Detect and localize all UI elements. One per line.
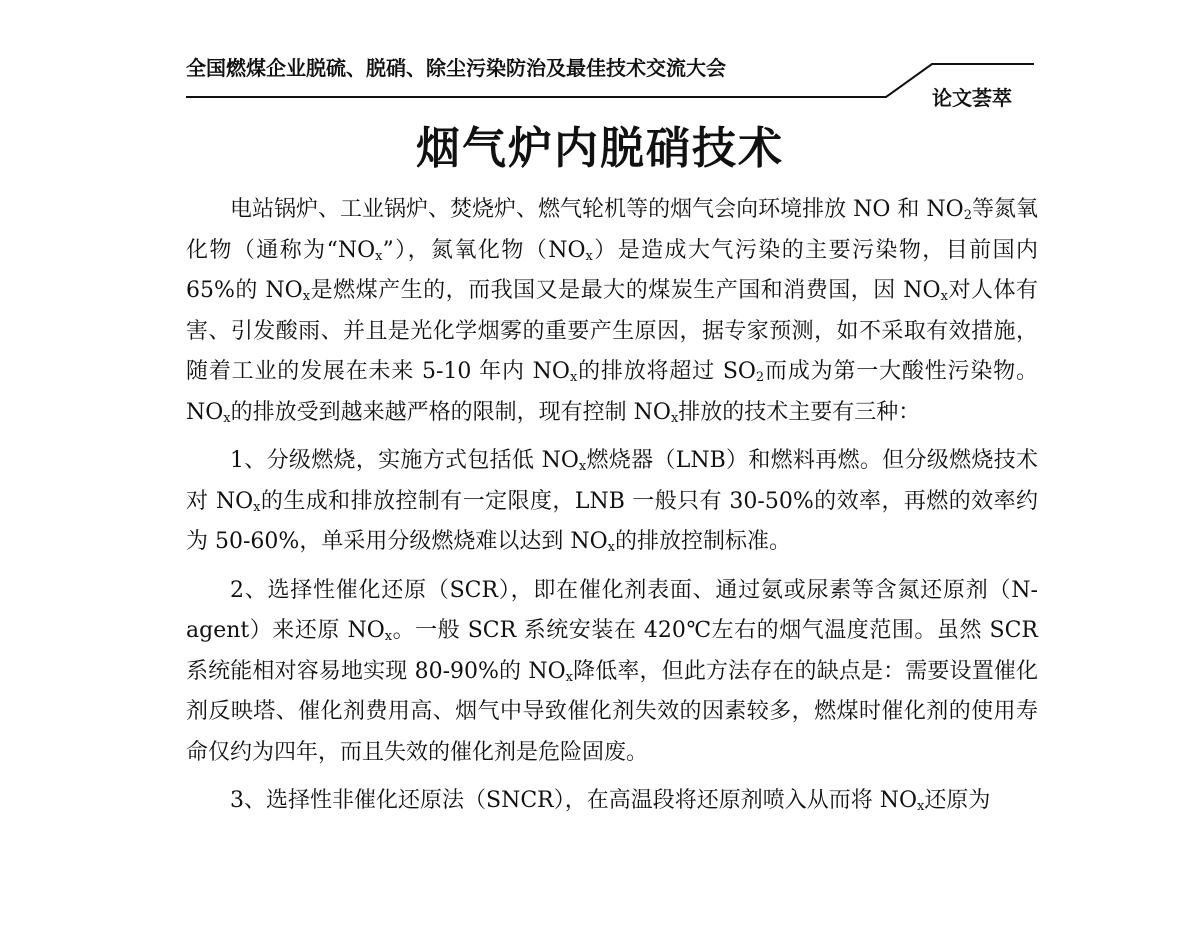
paragraph-item-1 bbox=[186, 441, 1038, 563]
subscript: x bbox=[302, 289, 311, 304]
formula-nox: NO bbox=[879, 788, 918, 813]
paragraph-item-2 bbox=[186, 571, 1038, 774]
header-rule-line bbox=[186, 64, 1034, 97]
formula-so2: SO bbox=[722, 359, 756, 384]
document-title: 烟气炉内脱硝技术 bbox=[416, 123, 784, 174]
formula-nox: NO bbox=[215, 488, 254, 514]
text-run: 的排放受到越来越严格的限制，现有控制 bbox=[230, 399, 634, 425]
text-run: 是燃煤产生的，而我国又是最大的煤炭生产国和消费国，因 bbox=[310, 278, 904, 303]
subscript: x bbox=[223, 410, 231, 426]
formula-nox: NO bbox=[541, 448, 579, 473]
subscript: x bbox=[940, 289, 948, 304]
subscript: 2 bbox=[963, 208, 972, 223]
text-run: 燃烧器（LNB）和燃料再燃。但分级燃烧技术对 bbox=[186, 448, 1039, 514]
subscript: x bbox=[607, 540, 615, 555]
paragraph-intro bbox=[186, 190, 1038, 433]
text-run: 还原为 bbox=[924, 788, 991, 813]
text-run: 排放的技术主要有三种： bbox=[678, 399, 921, 425]
section-tag: 论文荟萃 bbox=[932, 86, 1012, 110]
text-run: 对人体有害、引发酸雨、并且是光化学烟雾的重要产生原因，据专家预测，如不采取有效措施，随着工业的发展在未来 5-10 年内 bbox=[186, 278, 1038, 384]
text-run: 电站锅炉、工业锅炉、焚烧炉、燃气轮机等的烟气会向环境排放 NO 和 bbox=[230, 197, 927, 222]
paragraph-item-3 bbox=[186, 781, 1038, 822]
subscript: x bbox=[670, 410, 679, 426]
subscript: 2 bbox=[755, 370, 765, 385]
formula-nox: NO bbox=[903, 278, 941, 303]
formula-no2: NO bbox=[926, 197, 964, 222]
article-body bbox=[186, 190, 1038, 822]
subscript: x bbox=[375, 248, 383, 264]
text-run: 2、选择性催化还原（SCR），即在催化剂表面、通过氨或尿素等含氮还原剂（N-agent）来还原 bbox=[186, 577, 1038, 643]
text-run: 的生成和排放控制有一定限度，LNB 一般只有 30-50%的效率，再燃的效率约为 50-60%，单采用分级燃烧难以达到 bbox=[186, 488, 1038, 554]
formula-nox: NO bbox=[532, 359, 570, 384]
formula-nox: NO bbox=[337, 237, 376, 263]
subscript: x bbox=[585, 248, 593, 264]
subscript: x bbox=[569, 370, 578, 385]
formula-nox: NO bbox=[265, 278, 303, 303]
text-run: 3、选择性非催化还原法（SNCR），在高温段将还原剂喷入从而将 bbox=[230, 788, 880, 813]
header-rule bbox=[0, 0, 1200, 120]
text-run: 1、分级燃烧，实施方式包括低 bbox=[230, 448, 542, 473]
text-run: ）是造成大气污染的主要污染物，目前国内 65%的 bbox=[186, 237, 1039, 303]
formula-nox: NO bbox=[570, 529, 608, 554]
subscript: x bbox=[253, 499, 261, 515]
formula-nox: NO bbox=[347, 618, 385, 643]
formula-nox: NO bbox=[633, 399, 671, 425]
text-run: 。一般 SCR 系统安装在 420℃左右的烟气温度范围。虽然 SCR 系统能相对容易地实现 80-90%的 bbox=[186, 618, 1038, 684]
conference-title: 全国燃煤企业脱硫、脱硝、除尘污染防治及最佳技术交流大会 bbox=[186, 56, 726, 80]
subscript: x bbox=[917, 799, 925, 814]
formula-nox: NO bbox=[548, 237, 586, 263]
text-run: 而成为第一大酸性污染物。 bbox=[764, 359, 1038, 384]
formula-nox: NO bbox=[186, 399, 224, 425]
text-run: 的排放控制标准。 bbox=[614, 529, 791, 554]
formula-nox: NO bbox=[528, 658, 566, 684]
subscript: x bbox=[384, 629, 393, 644]
text-run: 降低率，但此方法存在的缺点是：需要设置催化剂反映塔、催化剂费用高、烟气中导致催化剂失效的因素较多，燃煤时催化剂的使用寿命仅约为四年，而且失效的催化剂是危险固废。 bbox=[186, 658, 1038, 765]
text-run: 等氮氧化物（通称为“ bbox=[186, 197, 1038, 263]
subscript: x bbox=[578, 459, 587, 474]
text-run: ”），氮氧化物（ bbox=[382, 237, 549, 263]
subscript: x bbox=[565, 669, 573, 685]
text-run: 的排放将超过 bbox=[577, 359, 723, 384]
